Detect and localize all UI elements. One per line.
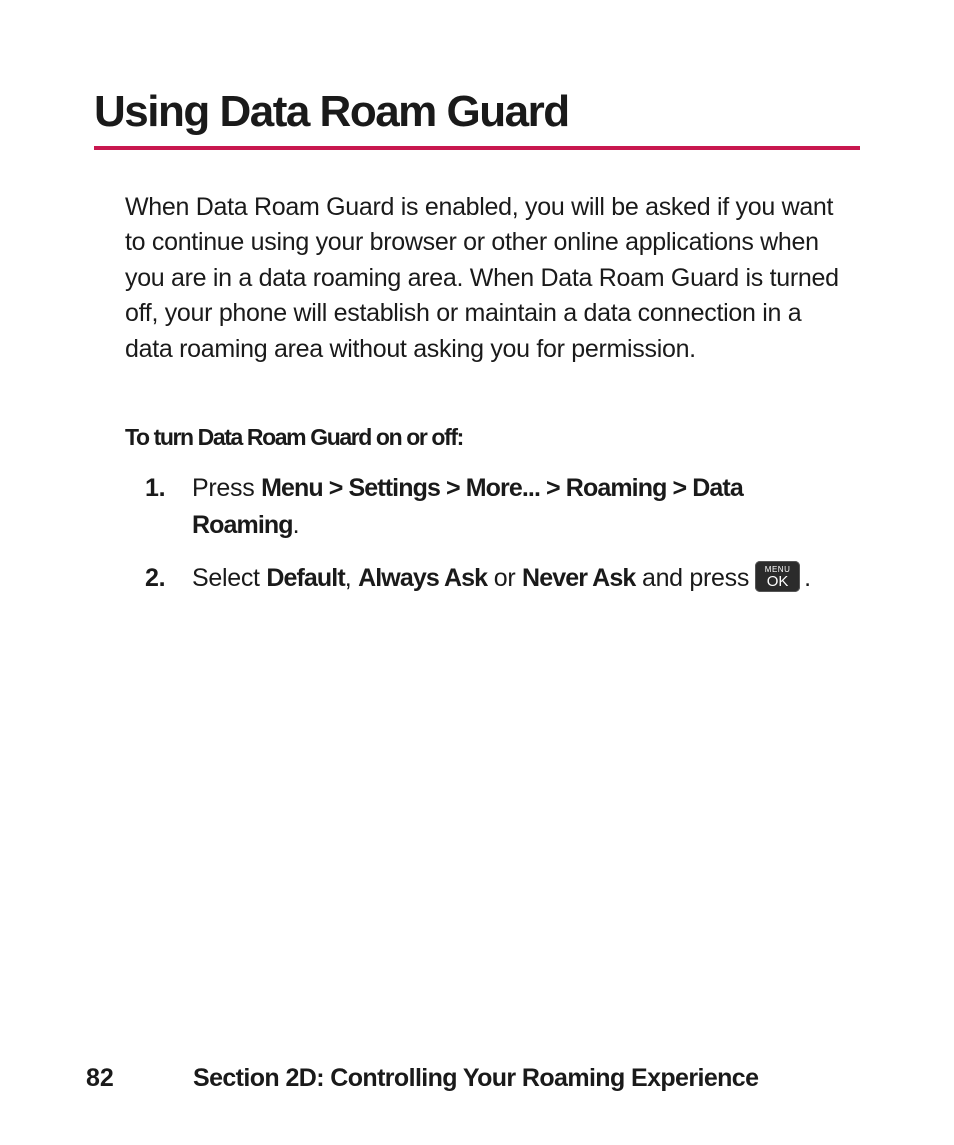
page-title: Using Data Roam Guard — [94, 87, 569, 136]
option-default: Default — [266, 564, 345, 592]
key-top-label: MENU — [764, 564, 791, 574]
procedure-heading: To turn Data Roam Guard on or off: — [125, 424, 463, 450]
step-number: 2. — [145, 564, 166, 592]
step-end-punctuation: . — [804, 564, 811, 592]
step-end-punctuation: . — [292, 511, 300, 539]
title-underline-rule — [94, 146, 860, 150]
option-never-ask: Never Ask — [522, 564, 636, 592]
separator-text: , — [344, 564, 359, 592]
step-tail-text: and press — [635, 564, 750, 592]
option-always-ask: Always Ask — [358, 564, 488, 592]
menu-path: Menu > Settings > More... > Roaming > Data Roaming — [192, 474, 743, 539]
footer-section-title: Section 2D: Controlling Your Roaming Experience — [193, 1064, 759, 1092]
step-number: 1. — [145, 474, 166, 502]
step-text — [192, 470, 825, 544]
separator-text: or — [487, 564, 523, 592]
step-1 — [145, 470, 825, 544]
page-number: 82 — [86, 1064, 114, 1092]
step-lead-text: Press — [192, 474, 262, 502]
menu-ok-key-icon — [755, 561, 800, 592]
key-bottom-label: OK — [766, 572, 789, 590]
step-lead-text: Select — [192, 564, 267, 592]
step-text — [192, 560, 825, 597]
intro-paragraph: When Data Roam Guard is enabled, you will be asked if you want to continue using your browser or other online applications when you are in a data roaming area. When Data Roam Guard is turned off, your phone will establish or maintain a data connection in a data roaming area without asking you for permission. — [125, 193, 839, 363]
step-2 — [145, 560, 825, 597]
